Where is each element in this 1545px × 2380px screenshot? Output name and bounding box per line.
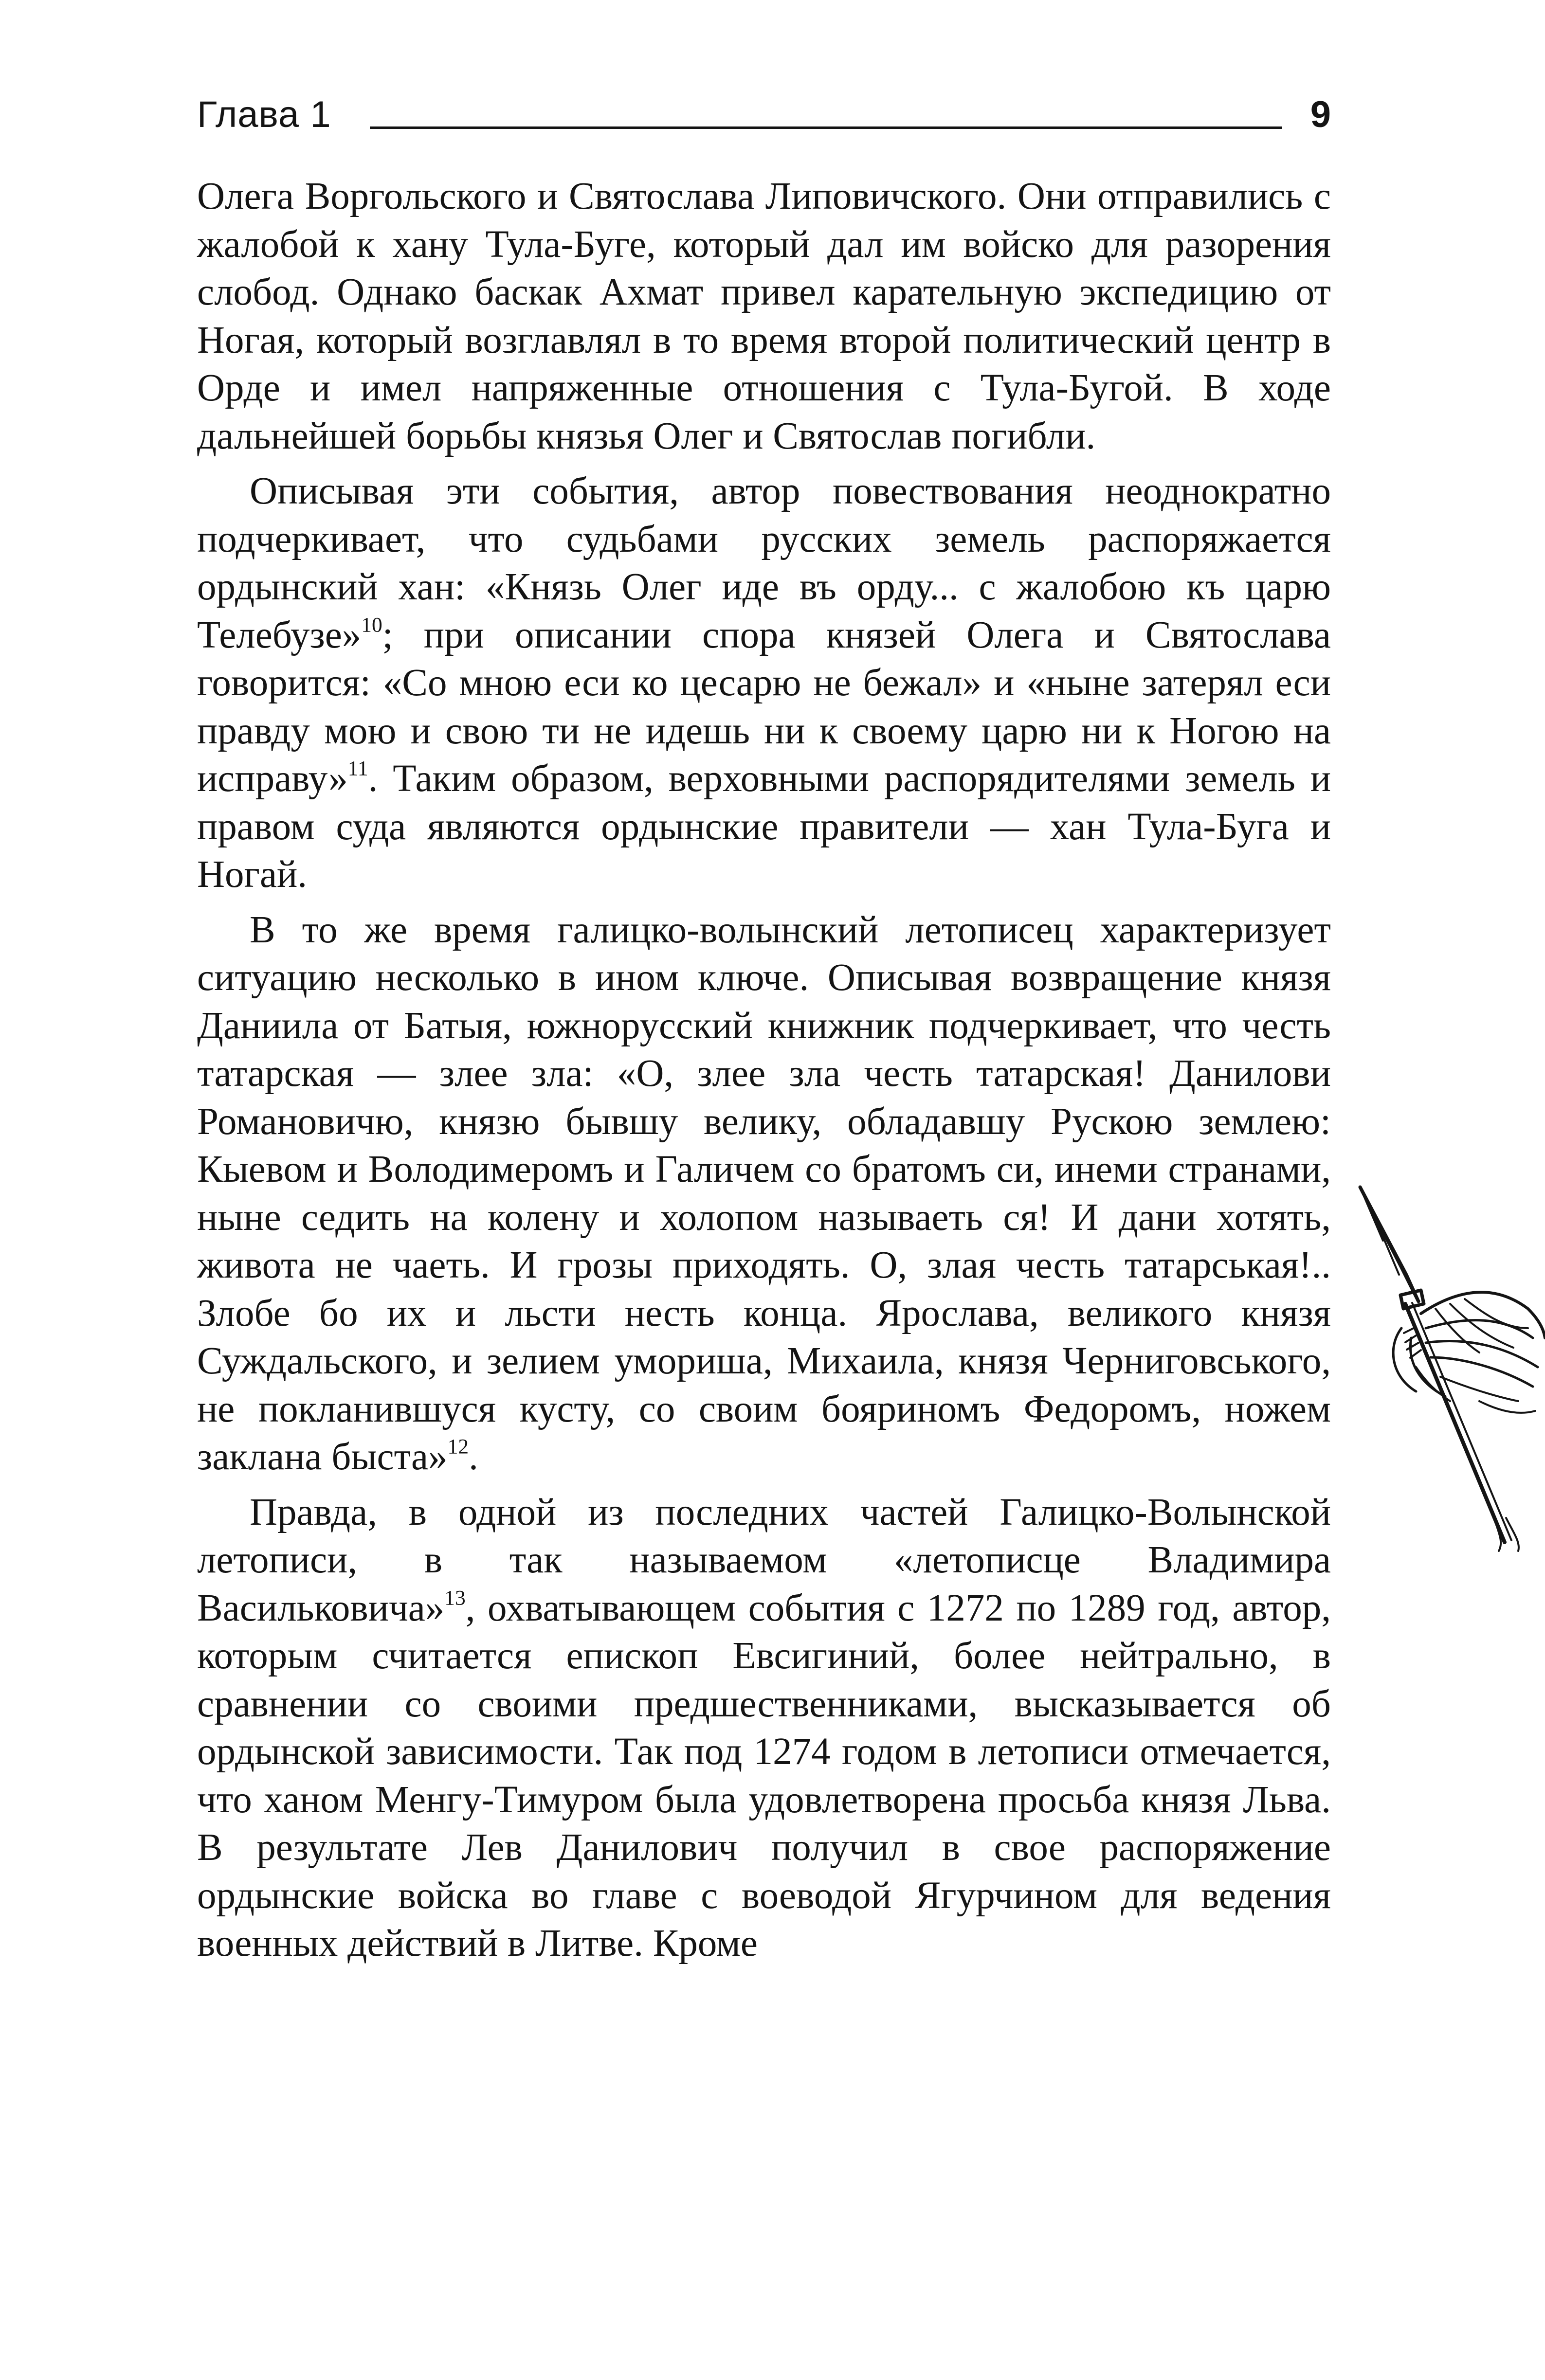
paragraph-3 — [197, 906, 1331, 1481]
paragraph-3-text-b: . — [469, 1436, 478, 1478]
body-text — [197, 173, 1331, 1975]
footnote-ref-11[interactable]: 11 — [347, 757, 368, 780]
paragraph-1-text: Олега Воргольского и Святослава Липовичского. Они отправились с жалобой к хану Тула-Буге, который дал им войско для разорения слобод. Однако баскак Ахмат привел карательную экспедицию от Ногая, который возглавлял в то время второй политический центр в Орде и имел напряженные отношения с Тула-Бугой. В ходе дальнейшей борьбы князья Олег и Святослав погибли. — [197, 175, 1331, 457]
footnote-ref-13[interactable]: 13 — [444, 1586, 466, 1609]
paragraph-4-text-b: , охватывающем события с 1272 по 1289 год, автор, которым считается епископ Евсигиний, более нейтрально, в сравнении со своими предшественниками, высказывается об ордынской зависимости. Так под 1274 годом в летописи отмечается, что ханом Менгу-Тимуром была удовлетворена просьба князя Льва. В результате Лев Данилович получил в свое распоряжение ордынские войска во главе с воеводой Ягурчином для ведения военных действий в Литве. Кроме — [197, 1587, 1331, 1965]
header-rule — [370, 126, 1282, 129]
page-number: 9 — [1310, 94, 1331, 135]
paragraph-2-text-c: . Таким образом, верховными распорядителями земель и правом суда являются ордынские правители — хан Тула-Буга и Ногай. — [197, 757, 1331, 896]
paragraph-2 — [197, 468, 1331, 899]
paragraph-2-text-a: Описывая эти события, автор повествования неоднократно подчеркивает, что судьбами русских земель распоряжается ордынский хан: «Князь Олег иде въ орду... с жалобою къ царю Телебузе» — [197, 470, 1331, 656]
spear-with-plume-illustration — [1353, 1182, 1545, 1552]
running-head-chapter: Глава 1 — [197, 94, 331, 135]
paragraph-1 — [197, 173, 1331, 460]
page-header — [197, 92, 1331, 146]
paragraph-3-text-a: В то же время галицко-волынский летописец характеризует ситуацию несколько в ином ключе. Описывая возвращение князя Даниила от Батыя, южнорусский книжник подчеркивает, что честь татарская — злее зла: «О, злее зла честь татарская! Данилови Романовичю, князю бывшу велику, обладавшу Рускою землею: Кыевом и Володимеромъ и Галичем со братомъ си, инеми странами, ныне седить на колену и холопом называеть ся! И дани хотять, живота не чаеть. И грозы приходять. О, злая честь татарськая!.. Злобе бо их и льсти несть конца. Ярослава, великого князя Суждальского, и зелием умориша, Михаила, князя Черниговського, не покланившуся кусту, со своим бояриномъ Федоромъ, ножем заклана быста» — [197, 908, 1331, 1478]
paragraph-2-text-b: ; при описании спора князей Олега и Святослава говорится: «Со мною еси ко цесарю не бежал» и «ныне затерял еси правду мою и свою ти не идешь ни к своему царю ни к Ногою на исправу» — [197, 613, 1331, 800]
paragraph-4-text-a: Правда, в одной из последних частей Галицко-Волынской летописи, в так называемом «летописце Владимира Васильковича» — [197, 1491, 1331, 1629]
paragraph-4 — [197, 1489, 1331, 1968]
footnote-ref-10[interactable]: 10 — [361, 613, 382, 636]
footnote-ref-12[interactable]: 12 — [447, 1435, 469, 1459]
